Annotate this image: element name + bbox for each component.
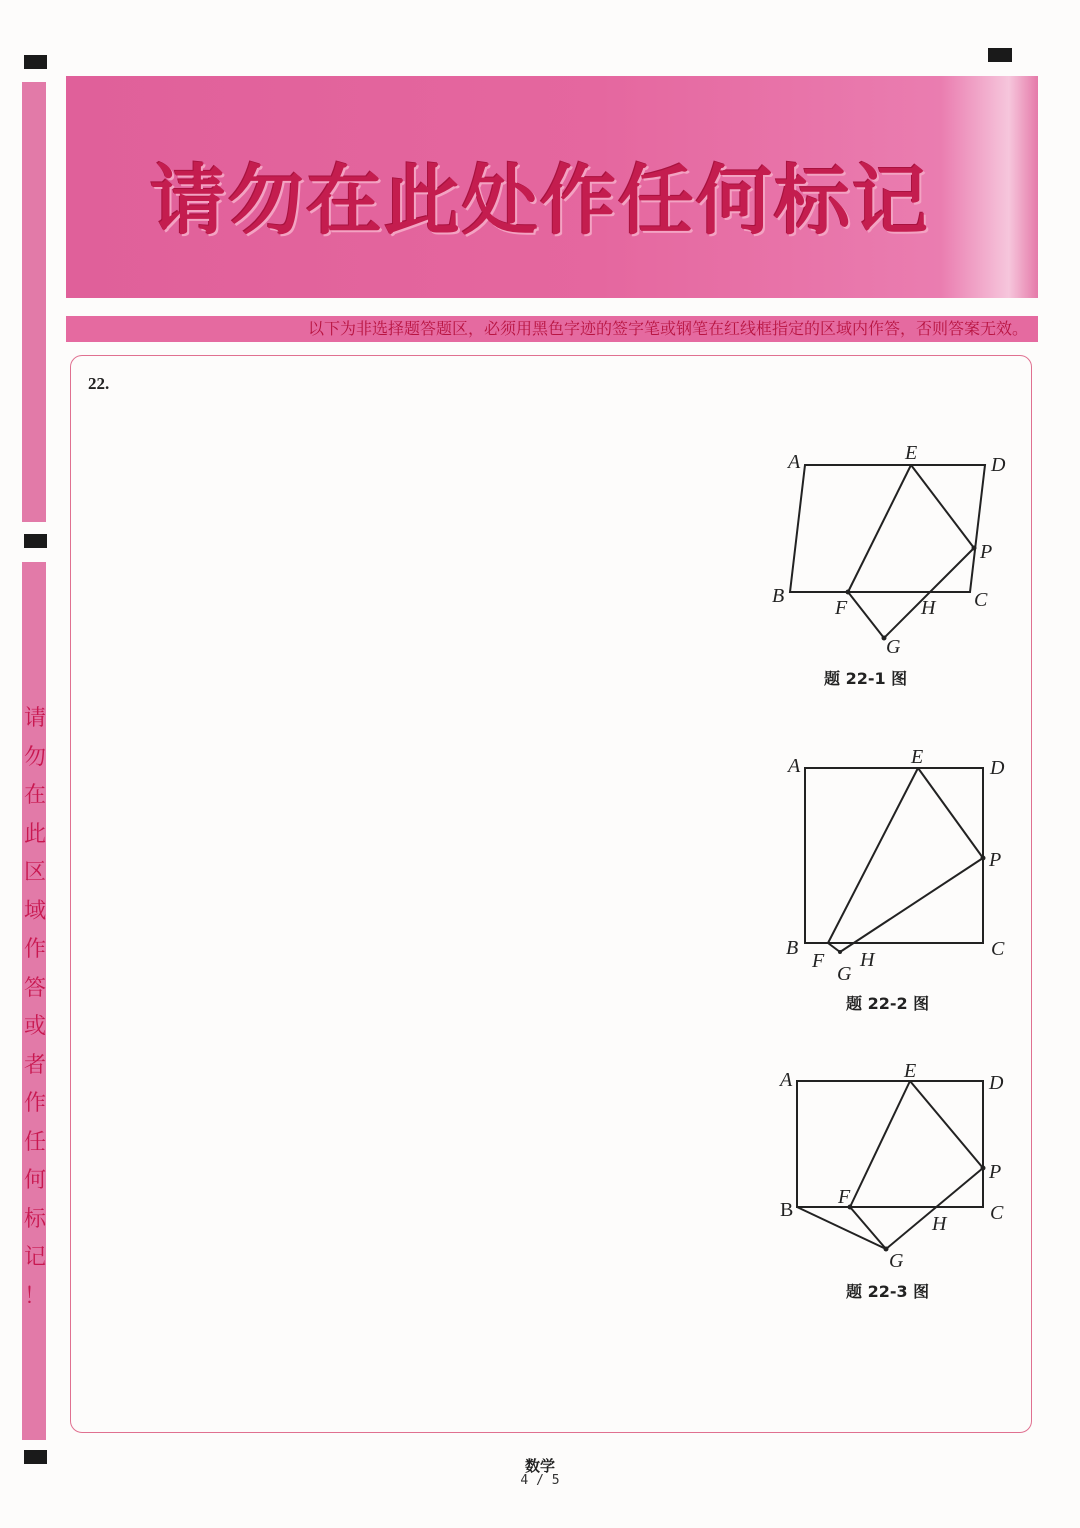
label-p: P bbox=[980, 541, 993, 563]
label-d: D bbox=[991, 454, 1006, 476]
point-g bbox=[884, 1247, 889, 1252]
segment-ep bbox=[918, 768, 983, 858]
label-b: B bbox=[772, 585, 785, 607]
figure-22-1 bbox=[760, 440, 1020, 660]
point-p bbox=[981, 1166, 986, 1171]
registration-mark-middle-left bbox=[24, 534, 47, 548]
label-d: D bbox=[989, 1072, 1004, 1094]
side-warning-char: 作 bbox=[23, 937, 46, 962]
label-p: P bbox=[989, 849, 1002, 871]
figure-22-3 bbox=[760, 1060, 1020, 1275]
label-h: H bbox=[932, 1213, 947, 1235]
banner-title: 请勿在此处作任何标记 bbox=[150, 156, 930, 245]
label-f: F bbox=[812, 950, 825, 972]
segment-bg bbox=[797, 1207, 886, 1249]
label-h: H bbox=[860, 949, 875, 971]
label-g: G bbox=[886, 636, 901, 658]
segment-fg bbox=[828, 943, 840, 952]
figure-22-1-diagram bbox=[760, 440, 1020, 660]
side-warning-char: 区 bbox=[23, 860, 46, 885]
label-p: P bbox=[989, 1161, 1002, 1183]
side-warning-char: 此 bbox=[23, 821, 46, 847]
segment-ef bbox=[848, 465, 911, 592]
label-a: A bbox=[788, 451, 801, 473]
rectangle-abcd bbox=[790, 465, 985, 592]
label-f: F bbox=[835, 597, 848, 619]
segment-ep bbox=[911, 465, 974, 548]
side-warning-char: 或 bbox=[23, 1014, 46, 1039]
figure-22-1-caption: 题 22-1 图 bbox=[824, 669, 908, 688]
segment-ef bbox=[828, 768, 918, 943]
side-warning-char: 域 bbox=[23, 898, 46, 924]
segment-fg bbox=[848, 592, 884, 638]
label-b: B bbox=[786, 937, 799, 959]
side-warning-char: 何 bbox=[23, 1168, 46, 1193]
label-e: E bbox=[911, 746, 924, 768]
segment-fg bbox=[850, 1207, 886, 1249]
side-warning-char: 作 bbox=[23, 1091, 46, 1116]
registration-mark-top-left bbox=[24, 55, 47, 69]
side-warning-char: 勿 bbox=[23, 744, 46, 770]
side-warning-char: 记 bbox=[23, 1245, 46, 1270]
answer-area-notice: 以下为非选择题答题区，必须用黑色字迹的签字笔或钢笔在红线框指定的区域内作答，否则答案无效。 bbox=[66, 316, 1038, 342]
label-f: F bbox=[838, 1186, 851, 1208]
figure-22-3-caption: 题 22-3 图 bbox=[846, 1282, 930, 1301]
registration-mark-top-right bbox=[988, 48, 1012, 62]
label-b: B bbox=[780, 1199, 794, 1221]
label-d: D bbox=[990, 757, 1005, 779]
label-g: G bbox=[889, 1250, 904, 1272]
segment-pg bbox=[886, 1168, 983, 1249]
side-warning-char: 请 bbox=[23, 706, 46, 731]
label-c: C bbox=[991, 938, 1005, 960]
figure-22-3-diagram bbox=[760, 1060, 1020, 1275]
footer-page-number: 4 / 5 bbox=[520, 1473, 560, 1488]
side-warning-char: 在 bbox=[23, 783, 46, 808]
side-warning-text bbox=[22, 700, 48, 1316]
label-c: C bbox=[974, 589, 988, 611]
side-warning-char: 者 bbox=[23, 1052, 46, 1078]
point-g bbox=[838, 950, 842, 954]
side-warning-char: 任 bbox=[23, 1129, 46, 1155]
label-e: E bbox=[904, 1060, 917, 1082]
figure-22-2-diagram bbox=[760, 745, 1020, 985]
point-p bbox=[972, 546, 977, 551]
label-a: A bbox=[780, 1069, 793, 1091]
point-p bbox=[981, 856, 986, 861]
figure-22-2-caption: 题 22-2 图 bbox=[846, 994, 930, 1013]
segment-ef bbox=[850, 1081, 910, 1207]
figure-22-2 bbox=[760, 745, 1020, 985]
question-number: 22. bbox=[88, 374, 110, 393]
label-c: C bbox=[990, 1202, 1004, 1224]
label-g: G bbox=[837, 963, 852, 985]
side-warning-char: ！ bbox=[23, 1283, 46, 1309]
label-a: A bbox=[788, 755, 801, 777]
point-f bbox=[846, 590, 851, 595]
rectangle-abcd bbox=[797, 1081, 983, 1207]
label-h: H bbox=[921, 597, 936, 619]
side-warning-char: 答 bbox=[23, 975, 46, 1001]
label-e: E bbox=[905, 442, 918, 464]
footer-subject: 数学 bbox=[524, 1457, 555, 1475]
side-warning-char: 标 bbox=[23, 1206, 46, 1232]
segment-ep bbox=[910, 1081, 983, 1168]
segment-pg bbox=[840, 858, 983, 952]
